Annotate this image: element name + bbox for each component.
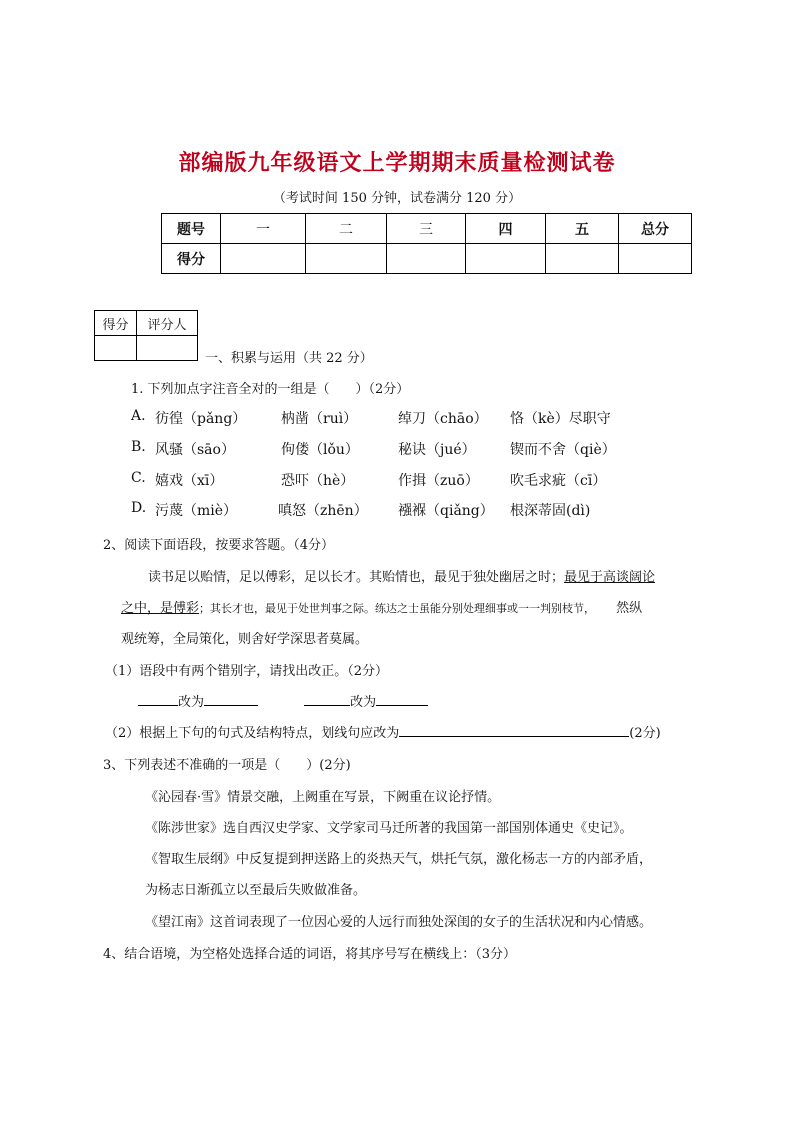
grader-score-label: 得分 (95, 311, 137, 336)
q3-item: 《智取生辰纲》中反复提到押送路上的炎热天气，烘托气氛，激化杨志一方的内部矛盾， (145, 852, 653, 867)
score-table-score-row (162, 244, 692, 274)
q3-item: 为杨志日渐孤立以至最后失败做准备。 (145, 883, 367, 898)
score-input-cell[interactable] (619, 244, 692, 274)
q2-stem: 2、阅读下面语段，按要求答题。（4分） (103, 538, 335, 553)
q4-stem: 4、结合语境，为空格处选择合适的词语，将其序号写在横线上：（3分） (103, 947, 517, 962)
score-header-cell: 总分 (619, 214, 692, 244)
option-item: 嗔怒（zhēn） (278, 503, 368, 519)
answer-blank[interactable] (376, 693, 428, 706)
grader-name-label: 评分人 (137, 311, 198, 336)
option-item: 枘凿（ruì） (281, 411, 358, 427)
sub-question-points: (2分) (629, 726, 661, 741)
option-item: 根深蒂固(dì) (510, 503, 591, 519)
q2-sub-question-2 (105, 722, 661, 741)
score-input-cell[interactable] (306, 244, 387, 274)
score-header-cell: 五 (546, 214, 619, 244)
q2-sub-question-1: （1）语段中有两个错别字，请找出改正。（2分） (105, 664, 389, 679)
sub-question-text: （2）根据上下句的句式及结构特点，划线句应改为 (105, 726, 400, 741)
score-input-cell[interactable] (387, 244, 466, 274)
score-input-cell[interactable] (466, 244, 546, 274)
q3-stem: 3、下列表述不准确的一项是（ ）(2分) (103, 758, 351, 773)
q3-item: 《沁园春·雪》情景交融，上阙重在写景，下阙重在议论抒情。 (145, 790, 501, 805)
q2-correction-line (138, 691, 428, 710)
score-table-header-row (162, 214, 692, 244)
option-label: A. (131, 408, 146, 424)
answer-blank[interactable] (138, 693, 178, 706)
passage-text: ；其长才也，最见于处世判事之际。练达之士虽能分别处理细事或一一判别枝节， (199, 602, 596, 615)
option-label: C. (131, 470, 146, 486)
score-header-cell: 二 (306, 214, 387, 244)
option-item: 彷徨（pǎng） (155, 411, 247, 427)
q2-passage-line-1 (148, 566, 655, 585)
score-header-cell: 四 (466, 214, 546, 244)
change-label: 改为 (178, 695, 205, 710)
passage-text: 读书足以贻情，足以傅彩，足以长才。其贻情也，最见于独处幽居之时； (148, 570, 565, 585)
option-item: 恪（kè）尽职守 (510, 411, 611, 427)
option-item: 恐吓（hè） (281, 473, 355, 489)
q3-item: 《望江南》这首词表现了一位因心爱的人远行而独处深闺的女子的生活状况和内心情感。 (145, 915, 653, 930)
answer-blank[interactable] (399, 724, 629, 737)
score-header-cell: 三 (387, 214, 466, 244)
option-item: 吹毛求疵（cī） (510, 473, 607, 489)
option-item: 作揖（zuō） (398, 473, 479, 489)
option-item: 锲而不舍（qiè） (510, 442, 616, 458)
option-item: 风骚（sāo） (155, 442, 235, 458)
score-input-cell[interactable] (546, 244, 619, 274)
underlined-sentence: 最见于高谈阔论 (564, 570, 656, 585)
exam-title: 部编版九年级语文上学期期末质量检测试卷 (178, 150, 616, 176)
score-table (161, 213, 692, 274)
q2-passage-line-2 (121, 597, 642, 616)
score-header-cell: 一 (221, 214, 306, 244)
underlined-sentence: 之中，是傅彩 (121, 601, 200, 616)
score-header-cell: 题号 (162, 214, 221, 244)
change-label: 改为 (350, 695, 377, 710)
q2-passage-line-3: 观统筹，全局策化，则舍好学深思者莫属。 (121, 632, 369, 647)
option-item: 襁褓（qiǎng） (398, 503, 494, 519)
grader-score-cell[interactable] (95, 336, 137, 361)
grader-table (94, 310, 198, 361)
option-item: 佝偻（lǒu） (281, 442, 359, 458)
option-item: 秘诀（jué） (398, 442, 476, 458)
grader-name-cell[interactable] (137, 336, 198, 361)
q1-stem: 1. 下列加点字注音全对的一组是（ ）（2分） (131, 382, 410, 397)
answer-blank[interactable] (204, 693, 258, 706)
score-input-cell[interactable] (221, 244, 306, 274)
exam-subtitle: （考试时间 150 分钟，试卷满分 120 分） (272, 191, 522, 206)
option-item: 污蔑（miè） (155, 503, 238, 519)
section-1-heading: 一、积累与运用（共 22 分） (205, 351, 373, 366)
option-label: D. (131, 500, 147, 516)
answer-blank[interactable] (304, 693, 350, 706)
option-label: B. (131, 439, 146, 455)
option-item: 绰刀（chāo） (398, 411, 488, 427)
passage-text: 然纵 (616, 601, 643, 616)
option-item: 嬉戏（xī） (155, 473, 224, 489)
q3-item: 《陈涉世家》选自西汉史学家、文学家司马迁所著的我国第一部国别体通史《史记》。 (145, 821, 633, 836)
score-row-label: 得分 (162, 244, 221, 274)
